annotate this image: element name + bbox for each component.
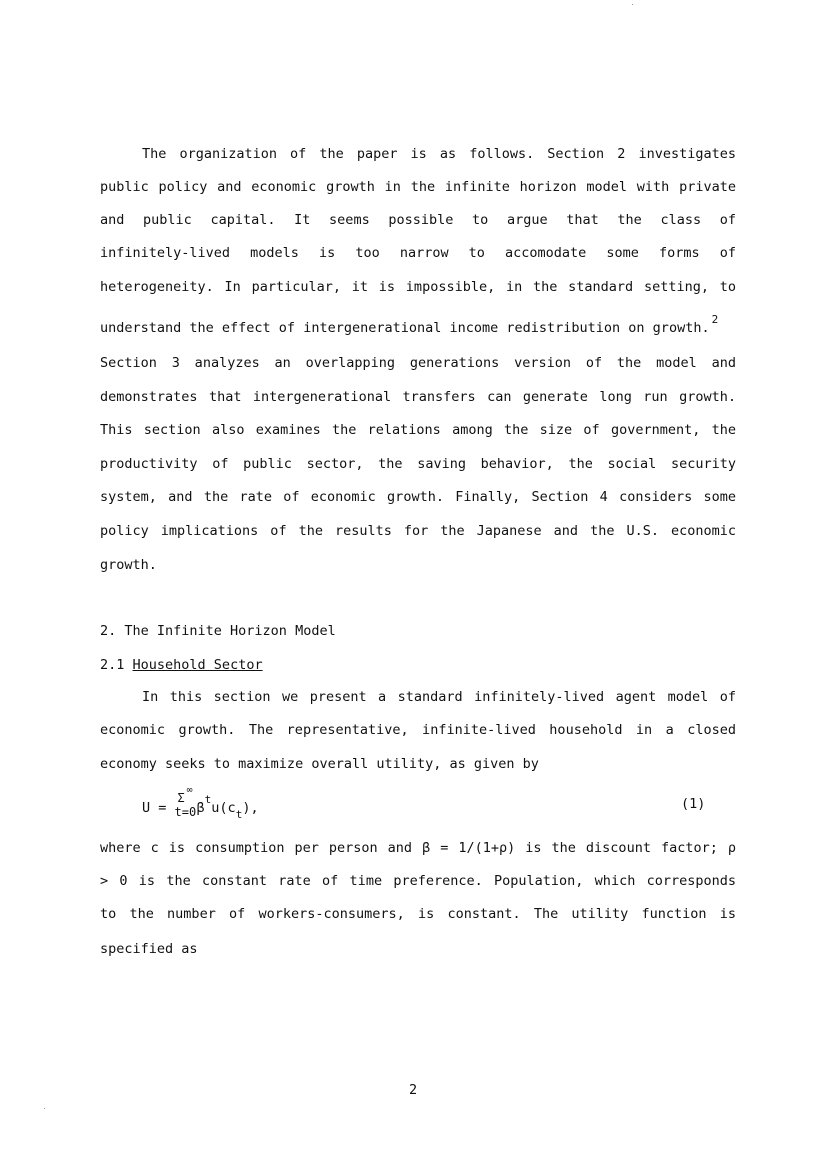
paragraph-line: Section 3 analyzes an overlapping generations version of the model and (100, 355, 736, 371)
paragraph-line: The organization of the paper is as follows. Section 2 investigates (142, 146, 736, 162)
scan-speck (632, 4, 633, 5)
utility-function: u(c (211, 800, 236, 816)
section-heading: 2. The Infinite Horizon Model (100, 623, 336, 639)
summation-sign: Σ (177, 791, 185, 805)
discount-symbol: β (196, 800, 205, 816)
paragraph-line: productivity of public sector, the saving behavior, the social security (100, 456, 736, 472)
summation-block (174, 785, 197, 819)
paragraph-line: specified as (100, 941, 198, 957)
paragraph-line: growth. (100, 557, 157, 573)
paragraph-line: to the number of workers-consumers, is constant. The utility function is (100, 906, 736, 922)
footnote-marker: 2 (711, 313, 719, 326)
paragraph-line: policy implications of the results for the Japanese and the U.S. economic (100, 523, 736, 539)
paragraph-line: infinitely-lived models is too narrow to accomodate some forms of (100, 245, 736, 261)
paragraph-line: demonstrates that intergenerational transfers can generate long run growth. (100, 389, 736, 405)
summation-upper-limit: ∞ (186, 785, 193, 796)
paragraph-line: This section also examines the relations among the size of government, the (100, 422, 736, 438)
page-number: 2 (409, 1082, 418, 1098)
discount-exponent: t (204, 793, 212, 806)
paragraph-line: > 0 is the constant rate of time preference. Population, which corresponds (100, 873, 736, 889)
paragraph-line: where c is consumption per person and β = 1/(1+ρ) is the discount factor; ρ (100, 840, 736, 856)
paragraph-text: understand the effect of intergenerational income redistribution on growth. (100, 320, 710, 336)
paragraph-line: economic growth. The representative, infinite-lived household in a closed (100, 722, 736, 738)
subsection-title: Household Sector (132, 657, 263, 673)
paragraph-line: and public capital. It seems possible to argue that the class of (100, 212, 736, 228)
utility-subscript: t (235, 808, 243, 821)
paragraph-line: In this section we present a standard infinitely-lived agent model of (142, 689, 736, 705)
paragraph-line: system, and the rate of economic growth. Finally, Section 4 considers some (100, 489, 736, 505)
utility-close: ), (242, 800, 259, 816)
equation-number: (1) (681, 796, 706, 812)
paragraph-line-with-footnote (100, 313, 736, 338)
subsection-number: 2.1 (100, 657, 125, 673)
equation-lhs: U = (142, 800, 167, 816)
paragraph-line: economy seeks to maximize overall utility, as given by (100, 756, 539, 772)
paragraph-line: public policy and economic growth in the infinite horizon model with private (100, 179, 736, 195)
summation-lower-limit: t=0 (174, 805, 197, 819)
subsection-heading (100, 656, 263, 674)
scan-speck (44, 1108, 45, 1109)
equation-1 (142, 785, 259, 821)
paragraph-line: heterogeneity. In particular, it is impossible, in the standard setting, to (100, 279, 736, 295)
